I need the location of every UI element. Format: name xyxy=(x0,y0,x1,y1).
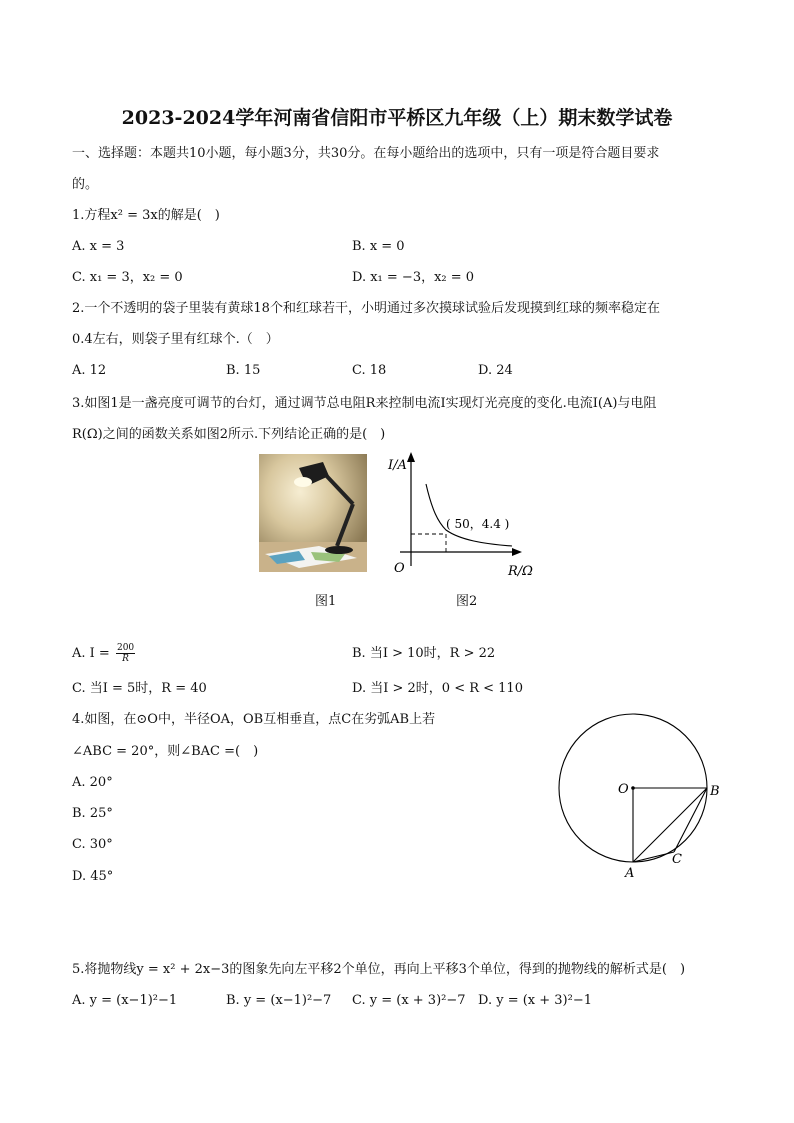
q2-stem-line1: 2.一个不透明的袋子里装有黄球18个和红球若干，小明通过多次摸球试验后发现摸到红球的频率稳定在 xyxy=(72,301,660,316)
q3-option-d: D. 当I > 2时，0 < R < 110 xyxy=(352,681,523,696)
q3-option-c: C. 当I = 5时，R = 40 xyxy=(72,681,207,696)
y-axis-arrow-icon xyxy=(407,452,415,462)
fraction-numerator: 200 xyxy=(116,643,135,653)
desk-lamp-photo xyxy=(259,454,367,572)
label-b: B xyxy=(710,784,720,799)
q3-option-a-fraction xyxy=(116,643,135,664)
q5-option-a: A. y = (x−1)²−1 xyxy=(72,993,178,1008)
circle-figure xyxy=(548,700,730,886)
fraction-denominator: R xyxy=(122,654,129,664)
q4-stem-line1: 4.如图，在⊙O中，半径OA，OB互相垂直，点C在劣弧AB上若 xyxy=(72,712,436,727)
q2-option-d: D. 24 xyxy=(478,363,513,378)
x-axis-label: R/Ω xyxy=(508,564,533,579)
inverse-curve xyxy=(426,484,512,546)
q5-option-d: D. y = (x + 3)²−1 xyxy=(478,993,593,1008)
q2-stem-line2: 0.4左右，则袋子里有红球个.（ ） xyxy=(72,332,279,347)
section-instruction-line2: 的。 xyxy=(72,177,99,192)
chord-ab xyxy=(633,788,707,862)
q1-option-b: B. x = 0 xyxy=(352,239,405,254)
point-label: ( 50，4.4 ) xyxy=(446,517,510,531)
q5-stem: 5.将抛物线y = x² + 2x−3的图象先向左平移2个单位，再向上平移3个单位，得到的抛物线的解析式是( ) xyxy=(72,962,686,977)
q5-option-b: B. y = (x−1)²−7 xyxy=(226,993,332,1008)
figure2-caption: 图2 xyxy=(456,594,478,609)
label-o: O xyxy=(618,782,629,797)
page-title: 2023-2024学年河南省信阳市平桥区九年级（上）期末数学试卷 xyxy=(121,107,673,129)
q1-stem: 1.方程x² = 3x的解是( ) xyxy=(72,208,220,223)
q2-option-c: C. 18 xyxy=(352,363,387,378)
q5-option-c: C. y = (x + 3)²−7 xyxy=(352,993,466,1008)
x-axis-arrow-icon xyxy=(512,548,522,556)
y-axis-label: I/A xyxy=(388,458,407,473)
origin-label: O xyxy=(394,561,405,576)
q4-option-b: B. 25° xyxy=(72,806,113,821)
label-c: C xyxy=(672,852,682,867)
q4-option-c: C. 30° xyxy=(72,837,113,852)
q4-option-a: A. 20° xyxy=(72,775,113,790)
q3-option-b: B. 当I > 10时，R > 22 xyxy=(352,646,496,661)
section-instruction-line1: 一、选择题：本题共10小题，每小题3分，共30分。在每小题给出的选项中，只有一项是符合题目要求 xyxy=(72,146,660,161)
q3-stem-line1: 3.如图1是一盏亮度可调节的台灯，通过调节总电阻R来控制电流I实现灯光亮度的变化.电流I(A)与电阻 xyxy=(72,396,657,411)
q4-option-d: D. 45° xyxy=(72,869,114,884)
q3-stem-line2: R(Ω)之间的函数关系如图2所示.下列结论正确的是( ) xyxy=(72,427,386,442)
chord-ac xyxy=(633,852,674,862)
q1-option-d: D. x₁ = −3，x₂ = 0 xyxy=(352,270,475,285)
q4-stem-line2: ∠ABC = 20°，则∠BAC =( ) xyxy=(72,744,259,759)
q3-option-a-prefix: A. I = xyxy=(72,646,110,661)
q1-option-a: A. x = 3 xyxy=(72,239,125,254)
current-resistance-graph xyxy=(380,448,533,580)
figure1-caption: 图1 xyxy=(315,594,337,609)
q1-option-c: C. x₁ = 3，x₂ = 0 xyxy=(72,270,183,285)
chord-bc xyxy=(674,788,707,852)
q2-option-b: B. 15 xyxy=(226,363,261,378)
label-a: A xyxy=(625,866,635,881)
q2-option-a: A. 12 xyxy=(72,363,107,378)
q3-option-a xyxy=(72,643,135,664)
